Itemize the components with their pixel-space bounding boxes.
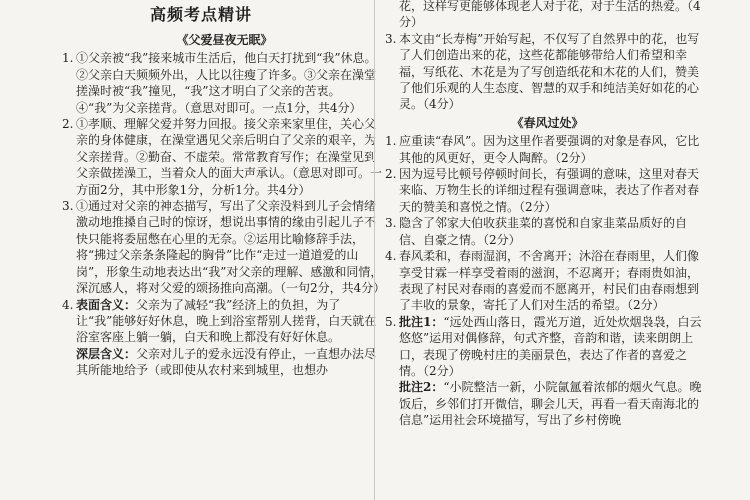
- column-divider: [374, 0, 375, 500]
- answer-body: [76, 198, 387, 296]
- answer-text: 父亲对儿子的爱永远没有停止，一直想办法尽其所能地给予（或即使从农村来到城里，也想办: [76, 346, 377, 378]
- answer-number: 1.: [385, 134, 397, 149]
- answer-text: 因为逗号比顿号停顿时间长，有强调的意味，这里对春天来临、万物生长的详细过程有强调意味，表达了作者对春天的赞美和喜悦之情。（2分）: [399, 167, 700, 214]
- answer-text: “远处西山落日，霞光万道，近处炊烟袅袅，白云悠悠”运用对偶修辞，句式齐整，音韵和谐，读来朗朗上口，表现了傍晚村庄的美丽景色，表达了作者的喜爱之情。（2分）: [399, 314, 702, 378]
- answer-item: [385, 379, 710, 428]
- answer-body: [76, 297, 387, 346]
- answer-item: [385, 248, 710, 314]
- answer-body: [76, 346, 387, 379]
- answer-label: 批注2：: [399, 380, 444, 395]
- answer-text: 本文由“长寿梅”开始写起，不仅写了自然界中的花，也写了人们创造出来的花，这些花都能够带给人们希望和幸福，写纸花、木花是为了写创造纸花和木花的人们，赞美了他们乐观的人生态度、智慧的双手和纯洁美好如花的心灵。（4分）: [399, 31, 700, 112]
- answer-text: “小院整洁一新，小院氤氲着浓郁的烟火气息。晚饭后，乡邻们打开微信，聊会儿天，再看一看天南海北的信息”运用社会环境描写，写出了乡村傍晚: [399, 380, 702, 428]
- left-answer-list: [62, 50, 387, 378]
- right-column: [385, 0, 710, 429]
- answer-text: 应重读“春风”。因为这里作者要强调的对象是春风，它比其他的风更好，更令人陶醉。（2分）: [399, 134, 700, 165]
- answer-item: [385, 215, 710, 248]
- answer-body: [76, 50, 387, 116]
- answer-item: [62, 346, 387, 379]
- answer-label: 表面含义：: [76, 297, 137, 312]
- answer-item: [62, 116, 387, 198]
- answer-number: 5.: [385, 314, 397, 329]
- answer-body: [399, 379, 710, 428]
- answer-item: [62, 297, 387, 346]
- answer-number: 4.: [385, 249, 397, 264]
- answer-number: 3.: [385, 31, 397, 46]
- answer-label: 深层含义：: [76, 346, 137, 361]
- answer-label: 批注1：: [399, 314, 444, 329]
- answer-text: 春风柔和，春雨湿润，不舍离开；沐浴在春雨里，人们像享受甘霖一样享受着雨的滋润，不忍离开；春雨贵如油，表现了村民对春雨的喜爱而不愿离开，村民们由春雨想到了丰收的景象，寄托了人们对生活的希望。（2分）: [399, 249, 700, 313]
- answer-item: [385, 166, 710, 215]
- answer-body: [399, 314, 710, 380]
- answer-body: [399, 166, 710, 215]
- answer-item: [62, 50, 387, 116]
- answer-text: ①父亲被“我”接来城市生活后，他白天打扰到“我”休息。②父亲白天频频外出，人比以往瘦了许多。③父亲在澡堂搓澡时被“我”撞见，“我”这才明白了父亲的苦衷。④“我”为父亲搓背。（意思对即可。一点1分，共4分）: [76, 51, 377, 115]
- answer-number: 3.: [62, 199, 74, 214]
- answer-text: 父亲为了减轻“我”经济上的负担，为了让“我”能够好好休息，晚上到浴室帮别人搓背，白天就在浴室客座上躺一躺，白天和晚上都没有好好休息。: [76, 297, 377, 345]
- right-answer-list-b: [385, 133, 710, 428]
- section-title-right: 《春风过处》: [511, 115, 584, 130]
- answer-number: 2.: [62, 117, 74, 132]
- answer-item: [385, 31, 710, 113]
- answer-body: [399, 31, 710, 113]
- answer-body: [399, 248, 710, 314]
- answer-item: [385, 133, 710, 166]
- answer-body: [399, 133, 710, 166]
- page-header-title: 高频考点精讲: [150, 5, 253, 24]
- answer-number: 3.: [385, 216, 397, 231]
- answer-number: 1.: [62, 51, 74, 66]
- answer-text: 隐含了邻家大伯收获韭菜的喜悦和自家韭菜品质好的自信、自豪之情。（2分）: [399, 216, 688, 247]
- answer-item: [385, 314, 710, 380]
- answer-item: [62, 198, 387, 296]
- right-top-text: 花，这样写更能够体现老人对于花，对于生活的热爱。（4分）: [399, 0, 701, 30]
- answer-body: [399, 215, 710, 248]
- answer-number: 2.: [385, 167, 397, 182]
- right-answer-list-a: [385, 31, 710, 113]
- answer-number: 4.: [62, 297, 74, 312]
- section-title-left: 《父爱昼夜无眠》: [176, 33, 273, 47]
- left-column: [62, 30, 387, 379]
- answer-text: ①通过对父亲的神态描写，写出了父亲没料到儿子会情绪激动地推搡自己时的惊讶，想说出事情的缘由引起儿子不快只能将委屈憋在心里的无奈。②运用比喻修辞手法，将“拂过父亲条条隆起的胸骨”比作“走过一道道爱的山岗”，形象生动地表达出“我”对父亲的理解、感激和同情，深沉感人，将对父爱的颂扬推向高潮。（一句2分，共4分）: [76, 199, 386, 296]
- answer-text: ①孝顺、理解父爱并努力回报。接父亲来家里住，关心父亲的身体健康，在澡堂遇见父亲后明白了父亲的艰辛，为父亲搓背。②勤奋、不虚荣。常常教育写作；在澡堂见到父亲做搓澡工，当着众人的面大声承认。（意思对即可。一方面2分，其中形象1分，分析1分。共4分）: [76, 117, 383, 197]
- answer-body: [76, 116, 387, 198]
